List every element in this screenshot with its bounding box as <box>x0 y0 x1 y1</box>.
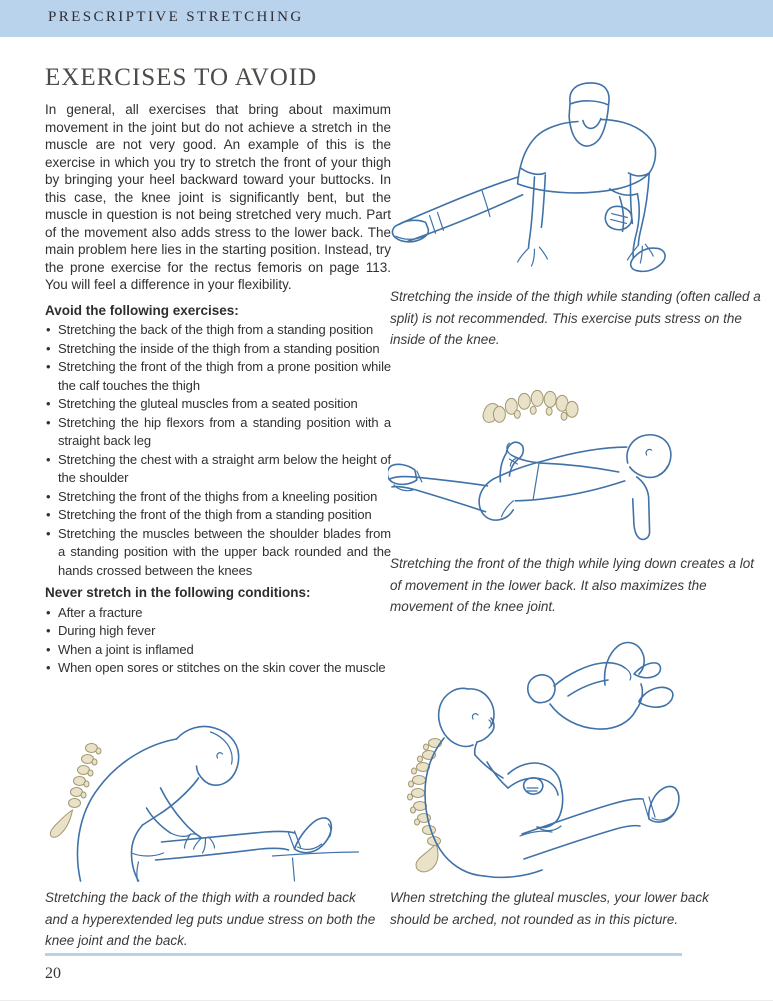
section-heading: EXERCISES TO AVOID <box>45 64 318 91</box>
person-figure <box>78 726 359 881</box>
footer-rule <box>45 953 682 956</box>
header-bar <box>0 0 773 37</box>
standing-inner-thigh-split-illustration <box>390 56 766 284</box>
small-person-figure <box>528 643 673 730</box>
list-item: • When a joint is inflamed <box>45 641 391 660</box>
never-list <box>45 604 391 678</box>
list-item: • Stretching the chest with a straight arm below the height of the shoulder <box>45 451 391 488</box>
rounded-back-hamstring-stretch-illustration <box>38 710 378 882</box>
list-item: • After a fracture <box>45 604 391 623</box>
main-text-column <box>45 64 391 678</box>
person-figure <box>392 83 665 271</box>
prone-front-thigh-stretch-illustration <box>388 386 766 548</box>
avoid-list <box>45 321 391 580</box>
figure-caption: Stretching the front of the thigh while lying down creates a lot of movement in the lower back. It also maximizes the movement of the knee joint. <box>390 556 754 614</box>
list-item: • Stretching the front of the thighs from a kneeling position <box>45 488 391 507</box>
list-item: • Stretching the gluteal muscles from a seated position <box>45 395 391 414</box>
list-item: • Stretching the inside of the thigh from a standing position <box>45 340 391 359</box>
list-item: • During high fever <box>45 622 391 641</box>
list-item: • When open sores or stitches on the skin cover the muscle <box>45 659 391 678</box>
page-number: 20 <box>45 965 61 982</box>
never-list-title: Never stretch in the following conditions: <box>45 585 311 600</box>
person-figure <box>425 688 679 877</box>
line-art-figure <box>38 710 378 882</box>
spine-icon <box>483 390 578 422</box>
list-item: • Stretching the front of the thigh from a standing position <box>45 506 391 525</box>
figure-caption: When stretching the gluteal muscles, your lower back should be arched, not rounded as in this picture. <box>390 890 709 927</box>
list-item: • Stretching the front of the thigh from a prone position while the calf touches the thigh <box>45 358 391 395</box>
intro-paragraph: In general, all exercises that bring about maximum movement in the joint but do not achieve a stretch in the muscle are not very good. An example of this is the exercise in which you try to stretch the front of your thigh by bringing your heel backward toward your buttocks. In this case, the knee joint is significantly bent, but the muscle in question is not being stretched very much. Part of the movement also adds stress to the lower back. The main problem here lies in the starting position. Instead, try the prone exercise for the rectus femoris on page 113. You will feel a difference in your flexibility. <box>45 102 391 292</box>
list-item: • Stretching the back of the thigh from a standing position <box>45 321 391 340</box>
person-figure <box>388 435 671 540</box>
seated-gluteal-stretch-illustration <box>372 612 770 882</box>
line-art-figure <box>372 612 770 882</box>
figure-caption: Stretching the inside of the thigh while standing (often called a split) is not recommended. This exercise puts stress on the inside of the knee. <box>390 289 761 347</box>
list-item: • Stretching the muscles between the shoulder blades from a standing position with the upper back rounded and the hands crossed between the knees <box>45 525 391 581</box>
running-head: PRESCRIPTIVE STRETCHING <box>48 9 304 25</box>
spine-icon <box>408 739 442 872</box>
spine-icon <box>50 744 101 838</box>
avoid-list-title: Avoid the following exercises: <box>45 302 239 318</box>
line-art-figure <box>388 386 766 548</box>
figure-caption: Stretching the back of the thigh with a rounded back and a hyperextended leg puts undue stress on both the knee joint and the back. <box>45 890 376 948</box>
line-art-figure <box>390 56 766 284</box>
list-item: • Stretching the hip flexors from a standing position with a straight back leg <box>45 414 391 451</box>
